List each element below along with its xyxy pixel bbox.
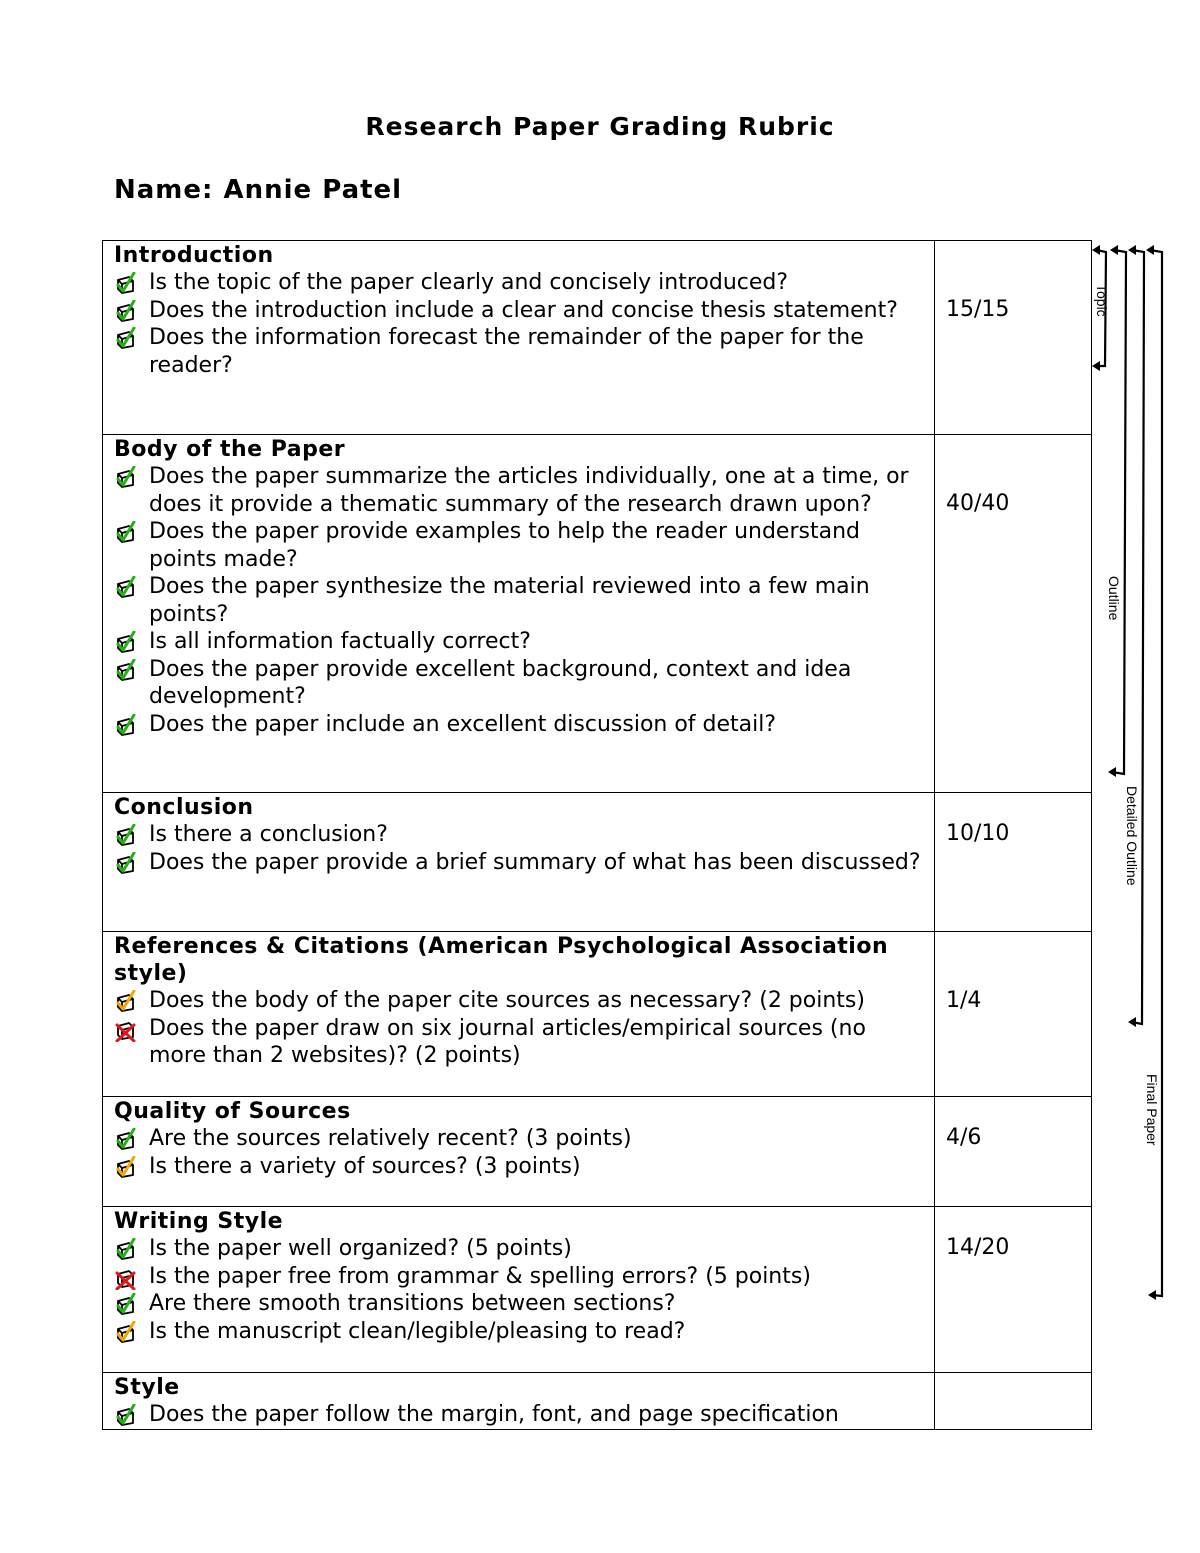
criteria-item: Is the manuscript clean/legible/pleasing to read? (114, 1318, 934, 1346)
arrowhead (1108, 767, 1116, 777)
bracket-label-topic: Topic (1094, 284, 1110, 317)
section-title: References & Citations (American Psychological Association style) (114, 934, 889, 986)
grade-mark-icon (114, 1321, 138, 1345)
check-mark-icon (114, 1293, 138, 1317)
criteria-item: Does the body of the paper cite sources as necessary? (2 points) (114, 987, 934, 1015)
grade-mark-icon (114, 466, 138, 490)
partial-mark-icon (114, 1156, 138, 1180)
rubric-row-conclusion (103, 793, 1092, 932)
criteria-list (114, 1235, 934, 1345)
grade-mark-icon (114, 1238, 138, 1262)
arrowhead (1110, 245, 1118, 255)
check-mark-icon (114, 576, 138, 600)
revision-brackets (1088, 238, 1198, 1318)
score-cell: 15/15 (935, 241, 1092, 435)
grade-mark-icon (114, 1156, 138, 1180)
arrowhead (1146, 245, 1154, 255)
grade-mark-icon (114, 659, 138, 683)
grade-mark-icon (114, 824, 138, 848)
check-mark-icon (114, 1128, 138, 1152)
check-mark-icon (114, 272, 138, 296)
partial-mark-icon (114, 990, 138, 1014)
score-cell: 1/4 (935, 932, 1092, 1097)
check-mark-icon (114, 852, 138, 876)
score-cell: 10/10 (935, 793, 1092, 932)
criteria-cell (103, 1207, 935, 1373)
criteria-cell (103, 793, 935, 932)
score-cell (935, 1373, 1092, 1430)
criteria-cell (103, 1373, 935, 1430)
check-mark-icon (114, 300, 138, 324)
grade-mark-icon (114, 300, 138, 324)
criteria-item: Is the paper free from grammar & spelling errors? (5 points) (114, 1263, 934, 1291)
check-mark-icon (114, 631, 138, 655)
bracket-label-final-paper: Final Paper (1144, 1074, 1160, 1146)
arrowhead (1092, 245, 1100, 255)
arrowhead (1092, 361, 1100, 371)
check-mark-icon (114, 521, 138, 545)
rubric-row-writing-style (103, 1207, 1092, 1373)
criteria-item: Does the paper follow the margin, font, and page specification (114, 1401, 934, 1429)
section-title: Writing Style (114, 1209, 284, 1234)
criteria-list (114, 269, 934, 379)
criteria-list (114, 821, 934, 876)
cross-mark-icon (114, 1266, 138, 1290)
criteria-item: Does the introduction include a clear and concise thesis statement? (114, 297, 934, 325)
cross-mark-icon (114, 1018, 138, 1042)
section-title: Introduction (114, 243, 274, 268)
bracket-label-detailed-outline: Detailed Outline (1124, 786, 1140, 886)
arrowhead (1148, 1290, 1156, 1300)
criteria-list (114, 987, 934, 1070)
section-title: Style (114, 1375, 180, 1400)
criteria-item: Is all information factually correct? (114, 628, 934, 656)
criteria-item: Does the paper draw on six journal articles/empirical sources (no more than 2 websites)? (2 points) (114, 1015, 934, 1070)
grade-mark-icon (114, 1128, 138, 1152)
grade-mark-icon (114, 1293, 138, 1317)
section-title: Body of the Paper (114, 437, 346, 462)
grade-mark-icon (114, 1266, 138, 1290)
criteria-cell (103, 241, 935, 435)
rubric-row-references (103, 932, 1092, 1097)
section-title: Conclusion (114, 795, 254, 820)
arrowhead (1128, 245, 1136, 255)
criteria-item: Are the sources relatively recent? (3 points) (114, 1125, 934, 1153)
check-mark-icon (114, 327, 138, 351)
check-mark-icon (114, 714, 138, 738)
criteria-item: Is there a variety of sources? (3 points) (114, 1153, 934, 1181)
criteria-item: Is there a conclusion? (114, 821, 934, 849)
criteria-cell (103, 1097, 935, 1207)
grade-mark-icon (114, 521, 138, 545)
criteria-item: Is the paper well organized? (5 points) (114, 1235, 934, 1263)
check-mark-icon (114, 1238, 138, 1262)
rubric-row-body (103, 435, 1092, 793)
criteria-cell (103, 435, 935, 793)
grade-mark-icon (114, 1404, 138, 1428)
section-title: Quality of Sources (114, 1099, 351, 1124)
score-cell: 4/6 (935, 1097, 1092, 1207)
criteria-list (114, 463, 934, 738)
arrowhead (1128, 1017, 1136, 1027)
criteria-list (114, 1125, 934, 1180)
criteria-item: Does the information forecast the remainder of the paper for the reader? (114, 324, 934, 379)
check-mark-icon (114, 1404, 138, 1428)
criteria-cell (103, 932, 935, 1097)
criteria-list (114, 1401, 934, 1429)
bracket-label-outline: Outline (1106, 576, 1122, 621)
check-mark-icon (114, 824, 138, 848)
student-name: Name: Annie Patel (114, 175, 403, 205)
grade-mark-icon (114, 714, 138, 738)
grade-mark-icon (114, 990, 138, 1014)
criteria-item: Does the paper summarize the articles individually, one at a time, or does it provide a thematic summary of the research drawn upon? (114, 463, 934, 518)
criteria-item: Does the paper synthesize the material reviewed into a few main points? (114, 573, 934, 628)
rubric-row-quality-of-sources (103, 1097, 1092, 1207)
score-cell: 14/20 (935, 1207, 1092, 1373)
grade-mark-icon (114, 631, 138, 655)
grade-mark-icon (114, 852, 138, 876)
partial-mark-icon (114, 1321, 138, 1345)
rubric-row-introduction (103, 241, 1092, 435)
score-cell: 40/40 (935, 435, 1092, 793)
rubric-table (102, 240, 1092, 1430)
rubric-row-style (103, 1373, 1092, 1430)
check-mark-icon (114, 466, 138, 490)
criteria-item: Does the paper include an excellent discussion of detail? (114, 711, 934, 739)
criteria-item: Does the paper provide a brief summary of what has been discussed? (114, 849, 934, 877)
bracket-outline (1112, 250, 1126, 774)
criteria-item: Does the paper provide examples to help the reader understand points made? (114, 518, 934, 573)
criteria-item: Does the paper provide excellent background, context and idea development? (114, 656, 934, 711)
grade-mark-icon (114, 1018, 138, 1042)
grade-mark-icon (114, 327, 138, 351)
criteria-item: Is the topic of the paper clearly and concisely introduced? (114, 269, 934, 297)
bracket-lines (1088, 238, 1198, 1318)
grade-mark-icon (114, 576, 138, 600)
check-mark-icon (114, 659, 138, 683)
grade-mark-icon (114, 272, 138, 296)
bracket-detailed-outline (1132, 250, 1144, 1024)
page-title: Research Paper Grading Rubric (365, 112, 835, 141)
criteria-item: Are there smooth transitions between sections? (114, 1290, 934, 1318)
